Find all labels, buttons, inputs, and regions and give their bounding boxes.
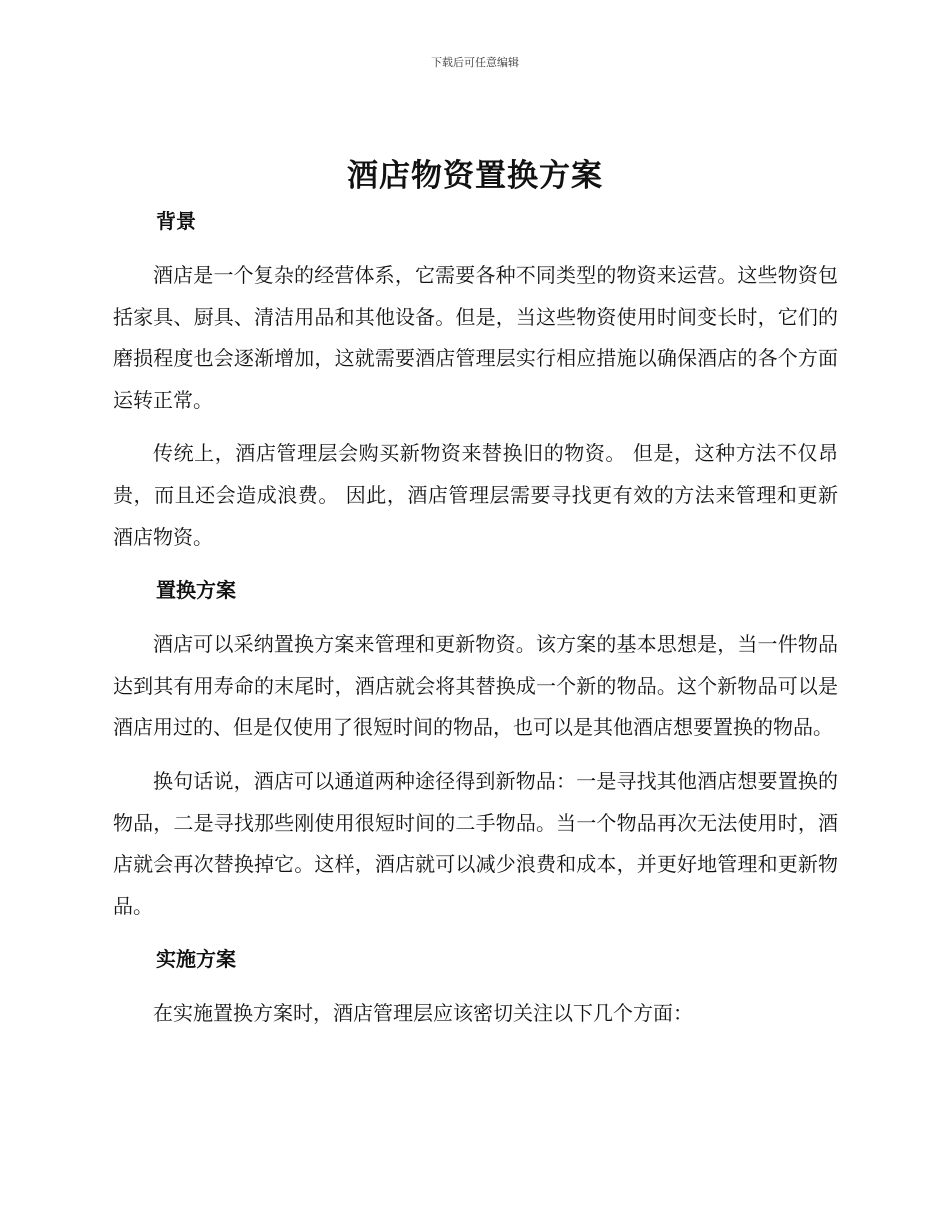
section-replacement-plan	[113, 572, 838, 927]
header-note: 下载后可任意编辑	[431, 56, 519, 69]
document-body	[113, 203, 838, 1035]
section-heading: 背景	[156, 209, 196, 233]
section-heading: 实施方案	[156, 947, 236, 972]
paragraph: 在实施置换方案时，酒店管理层应该密切关注以下几个方面：	[153, 1001, 693, 1026]
paragraph: 酒店是一个复杂的经营体系，它需要各种不同类型的物资来运营。这些物资包括家具、厨具、清洁用品和其他设备。但是，当这些物资使用时间变长时，它们的磨损程度也会逐渐增加，这就需要酒店管理层实行相应措施以确保酒店的各个方面运转正常。	[113, 263, 838, 412]
section-background	[113, 203, 838, 558]
document-title: 酒店物资置换方案	[347, 158, 603, 194]
paragraph: 换句话说，酒店可以通道两种途径得到新物品：一是寻找其他酒店想要置换的物品，二是寻找那些刚使用很短时间的二手物品。当一个物品再次无法使用时，酒店就会再次替换掉它。这样，酒店就可以减少浪费和成本，并更好地管理和更新物品。	[113, 768, 838, 918]
paragraph: 酒店可以采纳置换方案来管理和更新物资。该方案的基本思想是，当一件物品达到其有用寿命的末尾时，酒店就会将其替换成一个新的物品。这个新物品可以是酒店用过的、但是仅使用了很短时间的物品，也可以是其他酒店想要置换的物品。	[113, 632, 838, 740]
paragraph: 传统上，酒店管理层会购买新物资来替换旧的物资。 但是，这种方法不仅昂贵，而且还会造成浪费。 因此，酒店管理层需要寻找更有效的方法来管理和更新酒店物资。	[113, 441, 838, 549]
section-heading: 置换方案	[156, 578, 236, 603]
section-implementation-plan	[113, 941, 838, 1035]
